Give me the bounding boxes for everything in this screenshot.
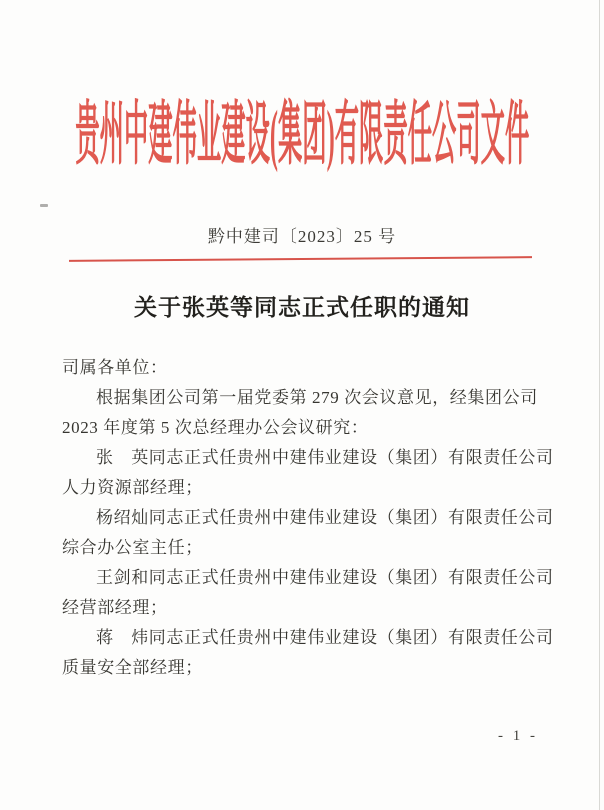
body-line: 张 英同志正式任贵州中建伟业建设（集团）有限责任公司: [96, 448, 554, 467]
body-line: 王剑和同志正式任贵州中建伟业建设（集团）有限责任公司: [96, 568, 554, 587]
red-divider-rule: [69, 256, 532, 262]
body-line: 根据集团公司第一届党委第 279 次会议意见，经集团公司: [96, 388, 538, 407]
body-line: 经营部经理；: [62, 598, 168, 617]
masthead-title: 贵州中建伟业建设(集团)有限责任公司文件: [75, 96, 529, 173]
body-line: 质量安全部经理；: [62, 658, 203, 677]
scan-artifact-dash: [40, 204, 48, 207]
body-line: 2023 年度第 5 次总经理办公会议研究：: [62, 418, 369, 437]
document-reference-number: 黔中建司〔2023〕25 号: [207, 227, 397, 246]
body-line: 综合办公室主任；: [62, 538, 203, 557]
page-number: - 1 -: [498, 728, 538, 744]
document-body: [62, 353, 554, 683]
scan-edge-shadow: [599, 0, 600, 810]
document-title: 关于张英等同志正式任职的通知: [134, 295, 470, 320]
document-masthead: [0, 96, 604, 173]
body-line: 司属各单位：: [62, 358, 168, 377]
body-line: 人力资源部经理；: [62, 478, 203, 497]
body-line: 杨绍灿同志正式任贵州中建伟业建设（集团）有限责任公司: [96, 508, 554, 527]
body-line: 蒋 炜同志正式任贵州中建伟业建设（集团）有限责任公司: [96, 628, 554, 647]
